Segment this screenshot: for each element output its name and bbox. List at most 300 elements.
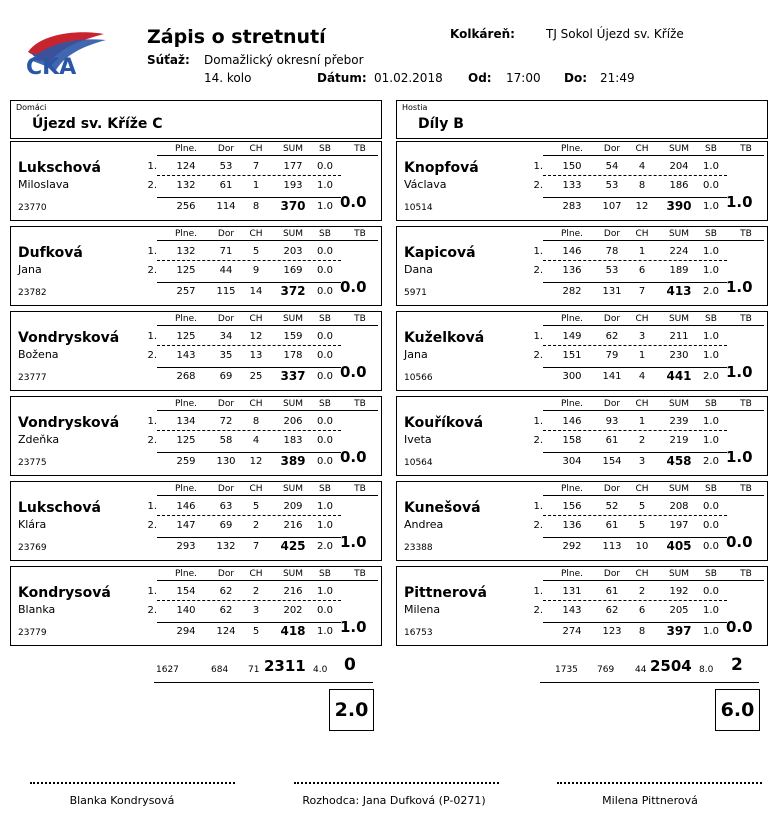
cell-plne: 283 bbox=[562, 201, 582, 212]
dashed-rule bbox=[543, 515, 727, 516]
player-first-name: Jana bbox=[18, 263, 42, 276]
player-first-name: Božena bbox=[18, 348, 59, 361]
cell-sum: 337 bbox=[280, 369, 306, 383]
cell-sum: 389 bbox=[280, 454, 306, 468]
cell-ch: 2 bbox=[638, 435, 646, 446]
cell-plne: 151 bbox=[562, 350, 582, 361]
cell-sb: 1.0 bbox=[703, 626, 719, 637]
cell-sum: 197 bbox=[669, 520, 689, 531]
column-header: Dor bbox=[217, 484, 235, 494]
cell-ch: 8 bbox=[252, 416, 260, 427]
column-header: SB bbox=[705, 484, 717, 494]
cell-sb: 0.0 bbox=[703, 541, 719, 552]
total-rule bbox=[157, 197, 341, 198]
cell-sum: 203 bbox=[283, 246, 303, 257]
away-player-card bbox=[396, 396, 768, 476]
cell-dor: 131 bbox=[602, 286, 622, 297]
cell-dor: 130 bbox=[216, 456, 236, 467]
column-header: CH bbox=[249, 314, 263, 324]
column-header: Dor bbox=[217, 399, 235, 409]
player-tb-result: 1.0 bbox=[340, 618, 367, 636]
column-header: SUM bbox=[282, 569, 304, 579]
column-header: SB bbox=[705, 229, 717, 239]
cell-plne: 136 bbox=[562, 265, 582, 276]
column-header: CH bbox=[249, 569, 263, 579]
player-first-name: Václava bbox=[404, 178, 447, 191]
away-player-card bbox=[396, 226, 768, 306]
cell-sum: 211 bbox=[669, 331, 689, 342]
away-total-plne: 1735 bbox=[555, 665, 578, 675]
cell-sum: 186 bbox=[669, 180, 689, 191]
cell-plne: 294 bbox=[176, 626, 196, 637]
column-header: Dor bbox=[217, 314, 235, 324]
cell-sum: 178 bbox=[283, 350, 303, 361]
home-total-sum: 2311 bbox=[264, 657, 306, 675]
row-number: 2. bbox=[533, 265, 543, 276]
column-header: TB bbox=[740, 399, 752, 409]
column-header: TB bbox=[354, 484, 366, 494]
cell-sb: 1.0 bbox=[703, 331, 719, 342]
page-title: Zápis o stretnutí bbox=[147, 26, 326, 48]
column-header: Dor bbox=[217, 144, 235, 154]
column-header: TB bbox=[354, 569, 366, 579]
cell-sb: 0.0 bbox=[703, 501, 719, 512]
player-tb-result: 1.0 bbox=[726, 363, 753, 381]
dashed-rule bbox=[157, 600, 341, 601]
referee-signature-line bbox=[294, 782, 499, 784]
player-first-name: Iveta bbox=[404, 433, 432, 446]
player-tb-result: 0.0 bbox=[726, 618, 753, 636]
column-header: SB bbox=[319, 144, 331, 154]
cell-sum: 219 bbox=[669, 435, 689, 446]
header-rule bbox=[157, 155, 378, 156]
player-first-name: Jana bbox=[404, 348, 428, 361]
cell-sum: 441 bbox=[666, 369, 692, 383]
total-rule bbox=[157, 282, 341, 283]
row-number: 1. bbox=[147, 246, 157, 257]
cell-ch: 1 bbox=[252, 180, 260, 191]
cell-ch: 2 bbox=[252, 586, 260, 597]
column-header: SB bbox=[319, 399, 331, 409]
column-header: Plne. bbox=[174, 314, 198, 324]
cell-plne: 132 bbox=[176, 246, 196, 257]
column-header: Dor bbox=[603, 569, 621, 579]
total-rule bbox=[543, 452, 727, 453]
player-first-name: Andrea bbox=[404, 518, 444, 531]
cell-plne: 124 bbox=[176, 161, 196, 172]
player-tb-result: 0.0 bbox=[726, 533, 753, 551]
home-total-tb: 0 bbox=[344, 655, 356, 675]
cell-sb: 0.0 bbox=[317, 456, 333, 467]
cell-dor: 53 bbox=[605, 180, 619, 191]
home-team-label: Domáci bbox=[16, 103, 47, 112]
column-header: TB bbox=[740, 484, 752, 494]
cell-dor: 107 bbox=[602, 201, 622, 212]
cell-sum: 177 bbox=[283, 161, 303, 172]
cell-dor: 53 bbox=[605, 265, 619, 276]
cell-ch: 13 bbox=[249, 350, 263, 361]
header-rule bbox=[157, 410, 378, 411]
cell-ch: 5 bbox=[252, 501, 260, 512]
cell-plne: 125 bbox=[176, 435, 196, 446]
column-header: SB bbox=[319, 484, 331, 494]
column-header: SB bbox=[319, 229, 331, 239]
header-rule bbox=[543, 580, 764, 581]
cell-sb: 2.0 bbox=[703, 371, 719, 382]
cell-sb: 1.0 bbox=[703, 246, 719, 257]
home-player-card bbox=[10, 566, 382, 646]
player-last-name: Kondrysová bbox=[18, 585, 111, 601]
dashed-rule bbox=[543, 260, 727, 261]
player-first-name: Zdeňka bbox=[18, 433, 60, 446]
cell-sum: 204 bbox=[669, 161, 689, 172]
player-first-name: Blanka bbox=[18, 603, 56, 616]
cell-plne: 132 bbox=[176, 180, 196, 191]
column-header: SB bbox=[705, 144, 717, 154]
player-last-name: Dufková bbox=[18, 245, 83, 261]
home-total-dor: 684 bbox=[211, 665, 229, 675]
cell-ch: 1 bbox=[638, 416, 646, 427]
cell-plne: 158 bbox=[562, 435, 582, 446]
cell-plne: 143 bbox=[176, 350, 196, 361]
cell-dor: 124 bbox=[216, 626, 236, 637]
player-id: 16753 bbox=[404, 628, 433, 638]
cell-sum: 370 bbox=[280, 199, 306, 213]
cell-sum: 193 bbox=[283, 180, 303, 191]
cell-dor: 52 bbox=[605, 501, 619, 512]
cell-sb: 1.0 bbox=[703, 435, 719, 446]
cell-ch: 5 bbox=[638, 501, 646, 512]
away-signature-line bbox=[557, 782, 762, 784]
home-final-score: 2.0 bbox=[329, 689, 374, 731]
cell-plne: 268 bbox=[176, 371, 196, 382]
column-header: SUM bbox=[668, 314, 690, 324]
cell-plne: 146 bbox=[562, 246, 582, 257]
column-header: SUM bbox=[282, 229, 304, 239]
referee-signature-name: Rozhodca: Jana Dufková (P-0271) bbox=[302, 794, 486, 807]
cell-plne: 143 bbox=[562, 605, 582, 616]
cell-dor: 61 bbox=[219, 180, 233, 191]
column-header: SB bbox=[705, 399, 717, 409]
column-header: Plne. bbox=[560, 569, 584, 579]
row-number: 2. bbox=[147, 180, 157, 191]
column-header: Plne. bbox=[560, 399, 584, 409]
sutaz-value: Domažlický okresní přebor bbox=[204, 53, 364, 67]
round-label: 14. kolo bbox=[204, 71, 252, 85]
row-number: 2. bbox=[147, 350, 157, 361]
row-number: 2. bbox=[147, 520, 157, 531]
home-total-ch: 71 bbox=[248, 665, 260, 675]
cell-ch: 2 bbox=[638, 586, 646, 597]
cell-plne: 150 bbox=[562, 161, 582, 172]
header-rule bbox=[157, 325, 378, 326]
cell-dor: 35 bbox=[219, 350, 233, 361]
dashed-rule bbox=[543, 345, 727, 346]
column-header: SUM bbox=[668, 569, 690, 579]
cell-ch: 3 bbox=[638, 331, 646, 342]
away-total-sb: 8.0 bbox=[699, 665, 714, 675]
column-header: Plne. bbox=[174, 484, 198, 494]
player-id: 23769 bbox=[18, 543, 47, 553]
cell-sb: 1.0 bbox=[317, 201, 333, 212]
total-rule bbox=[543, 537, 727, 538]
cell-sum: 216 bbox=[283, 520, 303, 531]
cell-dor: 72 bbox=[219, 416, 233, 427]
player-tb-result: 1.0 bbox=[726, 278, 753, 296]
home-total-line bbox=[154, 682, 373, 683]
column-header: TB bbox=[740, 314, 752, 324]
cell-dor: 53 bbox=[219, 161, 233, 172]
cell-sb: 1.0 bbox=[317, 180, 333, 191]
column-header: CH bbox=[635, 484, 649, 494]
cell-sb: 0.0 bbox=[703, 586, 719, 597]
total-rule bbox=[543, 622, 727, 623]
kolkaren-value: TJ Sokol Újezd sv. Kříže bbox=[546, 27, 684, 41]
column-header: SUM bbox=[282, 314, 304, 324]
cell-dor: 61 bbox=[605, 435, 619, 446]
player-first-name: Miloslava bbox=[18, 178, 70, 191]
column-header: Dor bbox=[603, 314, 621, 324]
cell-ch: 5 bbox=[252, 246, 260, 257]
cell-dor: 79 bbox=[605, 350, 619, 361]
column-header: CH bbox=[249, 144, 263, 154]
player-id: 5971 bbox=[404, 288, 427, 298]
header-rule bbox=[157, 580, 378, 581]
cell-sb: 2.0 bbox=[703, 286, 719, 297]
cell-sb: 1.0 bbox=[703, 416, 719, 427]
player-id: 10514 bbox=[404, 203, 433, 213]
away-total-ch: 44 bbox=[635, 665, 647, 675]
column-header: CH bbox=[249, 229, 263, 239]
cell-sum: 390 bbox=[666, 199, 692, 213]
cell-sb: 2.0 bbox=[703, 456, 719, 467]
cell-dor: 62 bbox=[605, 605, 619, 616]
row-number: 1. bbox=[533, 501, 543, 512]
cell-sum: 192 bbox=[669, 586, 689, 597]
cell-dor: 115 bbox=[216, 286, 236, 297]
cell-dor: 132 bbox=[216, 541, 236, 552]
player-id: 23770 bbox=[18, 203, 47, 213]
cell-sum: 230 bbox=[669, 350, 689, 361]
home-team-box bbox=[10, 100, 382, 139]
cell-sb: 0.0 bbox=[317, 435, 333, 446]
row-number: 1. bbox=[147, 416, 157, 427]
cell-plne: 140 bbox=[176, 605, 196, 616]
dashed-rule bbox=[157, 260, 341, 261]
column-header: TB bbox=[740, 569, 752, 579]
column-header: CH bbox=[249, 399, 263, 409]
cell-plne: 146 bbox=[562, 416, 582, 427]
cell-sb: 1.0 bbox=[317, 586, 333, 597]
column-header: CH bbox=[249, 484, 263, 494]
column-header: SUM bbox=[282, 144, 304, 154]
cell-plne: 133 bbox=[562, 180, 582, 191]
player-id: 23775 bbox=[18, 458, 47, 468]
column-header: SUM bbox=[282, 399, 304, 409]
cell-plne: 257 bbox=[176, 286, 196, 297]
column-header: SUM bbox=[668, 399, 690, 409]
header-rule bbox=[543, 495, 764, 496]
cell-sum: 209 bbox=[283, 501, 303, 512]
home-player-card bbox=[10, 311, 382, 391]
player-id: 10566 bbox=[404, 373, 433, 383]
player-last-name: Lukschová bbox=[18, 500, 101, 516]
cell-sum: 189 bbox=[669, 265, 689, 276]
player-last-name: Kapicová bbox=[404, 245, 476, 261]
svg-text:ČKA: ČKA bbox=[26, 55, 77, 78]
column-header: Dor bbox=[217, 569, 235, 579]
player-tb-result: 1.0 bbox=[340, 533, 367, 551]
column-header: Plne. bbox=[174, 399, 198, 409]
cell-ch: 10 bbox=[635, 541, 649, 552]
column-header: SB bbox=[319, 569, 331, 579]
dashed-rule bbox=[157, 175, 341, 176]
cell-dor: 62 bbox=[219, 586, 233, 597]
away-total-sum: 2504 bbox=[650, 657, 692, 675]
cell-plne: 154 bbox=[176, 586, 196, 597]
cell-plne: 125 bbox=[176, 331, 196, 342]
cell-ch: 7 bbox=[252, 161, 260, 172]
column-header: CH bbox=[635, 399, 649, 409]
player-last-name: Kouříková bbox=[404, 415, 484, 431]
cell-plne: 293 bbox=[176, 541, 196, 552]
cell-sum: 413 bbox=[666, 284, 692, 298]
cell-sum: 418 bbox=[280, 624, 306, 638]
header-rule bbox=[543, 410, 764, 411]
cell-dor: 61 bbox=[605, 520, 619, 531]
cell-sb: 0.0 bbox=[317, 605, 333, 616]
cell-sb: 0.0 bbox=[317, 416, 333, 427]
kolkaren-label: Kolkáreň: bbox=[450, 27, 515, 41]
cell-sum: 372 bbox=[280, 284, 306, 298]
cell-sb: 1.0 bbox=[317, 520, 333, 531]
cell-ch: 4 bbox=[638, 161, 646, 172]
total-rule bbox=[157, 367, 341, 368]
column-header: CH bbox=[635, 229, 649, 239]
player-id: 23388 bbox=[404, 543, 433, 553]
column-header: SUM bbox=[668, 229, 690, 239]
away-total-tb: 2 bbox=[731, 655, 743, 675]
cell-sb: 0.0 bbox=[703, 520, 719, 531]
cell-dor: 69 bbox=[219, 520, 233, 531]
cell-ch: 5 bbox=[252, 626, 260, 637]
column-header: CH bbox=[635, 569, 649, 579]
player-tb-result: 1.0 bbox=[726, 193, 753, 211]
column-header: CH bbox=[635, 314, 649, 324]
cell-ch: 3 bbox=[252, 605, 260, 616]
cell-dor: 154 bbox=[602, 456, 622, 467]
dashed-rule bbox=[543, 430, 727, 431]
cell-ch: 3 bbox=[638, 456, 646, 467]
column-header: SB bbox=[705, 569, 717, 579]
row-number: 2. bbox=[533, 180, 543, 191]
away-total-dor: 769 bbox=[597, 665, 615, 675]
cell-dor: 34 bbox=[219, 331, 233, 342]
player-last-name: Kunešová bbox=[404, 500, 481, 516]
total-rule bbox=[157, 622, 341, 623]
column-header: Dor bbox=[603, 144, 621, 154]
away-player-card bbox=[396, 311, 768, 391]
away-signature-name: Milena Pittnerová bbox=[602, 794, 698, 807]
column-header: TB bbox=[354, 144, 366, 154]
row-number: 1. bbox=[147, 161, 157, 172]
cell-plne: 156 bbox=[562, 501, 582, 512]
cell-sum: 208 bbox=[669, 501, 689, 512]
date-value: 01.02.2018 bbox=[374, 71, 443, 85]
start-value: 17:00 bbox=[506, 71, 541, 85]
cell-dor: 78 bbox=[605, 246, 619, 257]
away-player-card bbox=[396, 481, 768, 561]
cell-ch: 8 bbox=[252, 201, 260, 212]
dashed-rule bbox=[543, 600, 727, 601]
column-header: Dor bbox=[603, 484, 621, 494]
column-header: Plne. bbox=[560, 229, 584, 239]
cell-sb: 0.0 bbox=[317, 265, 333, 276]
cell-ch: 12 bbox=[249, 456, 263, 467]
row-number: 1. bbox=[533, 586, 543, 597]
cell-plne: 134 bbox=[176, 416, 196, 427]
cell-dor: 123 bbox=[602, 626, 622, 637]
cell-sb: 1.0 bbox=[317, 501, 333, 512]
player-last-name: Kuželková bbox=[404, 330, 485, 346]
home-signature-name: Blanka Kondrysová bbox=[69, 794, 175, 807]
cell-dor: 44 bbox=[219, 265, 233, 276]
column-header: Dor bbox=[603, 229, 621, 239]
cell-ch: 1 bbox=[638, 350, 646, 361]
cell-sb: 1.0 bbox=[703, 265, 719, 276]
total-rule bbox=[157, 452, 341, 453]
cell-ch: 8 bbox=[638, 180, 646, 191]
total-rule bbox=[543, 282, 727, 283]
player-tb-result: 1.0 bbox=[726, 448, 753, 466]
player-id: 23777 bbox=[18, 373, 47, 383]
cell-sum: 216 bbox=[283, 586, 303, 597]
column-header: CH bbox=[635, 144, 649, 154]
home-player-card bbox=[10, 481, 382, 561]
header-rule bbox=[157, 495, 378, 496]
cell-ch: 4 bbox=[252, 435, 260, 446]
cell-ch: 4 bbox=[638, 371, 646, 382]
cell-sb: 0.0 bbox=[317, 371, 333, 382]
column-header: Dor bbox=[603, 399, 621, 409]
column-header: SUM bbox=[668, 484, 690, 494]
cell-dor: 62 bbox=[219, 605, 233, 616]
cell-sb: 0.0 bbox=[317, 286, 333, 297]
cell-plne: 131 bbox=[562, 586, 582, 597]
player-last-name: Vondrysková bbox=[18, 415, 120, 431]
column-header: Plne. bbox=[560, 144, 584, 154]
cell-sum: 405 bbox=[666, 539, 692, 553]
column-header: TB bbox=[354, 314, 366, 324]
cell-ch: 25 bbox=[249, 371, 263, 382]
column-header: SUM bbox=[282, 484, 304, 494]
away-total-line bbox=[540, 682, 759, 683]
row-number: 2. bbox=[533, 435, 543, 446]
cell-sum: 205 bbox=[669, 605, 689, 616]
away-team-label: Hostia bbox=[402, 103, 428, 112]
player-tb-result: 0.0 bbox=[340, 193, 367, 211]
row-number: 2. bbox=[147, 265, 157, 276]
cell-sb: 2.0 bbox=[317, 541, 333, 552]
cell-dor: 58 bbox=[219, 435, 233, 446]
column-header: SB bbox=[705, 314, 717, 324]
cell-sb: 0.0 bbox=[317, 331, 333, 342]
dashed-rule bbox=[543, 175, 727, 176]
cell-sb: 1.0 bbox=[703, 350, 719, 361]
row-number: 1. bbox=[533, 331, 543, 342]
cell-dor: 113 bbox=[602, 541, 622, 552]
column-header: Plne. bbox=[560, 484, 584, 494]
